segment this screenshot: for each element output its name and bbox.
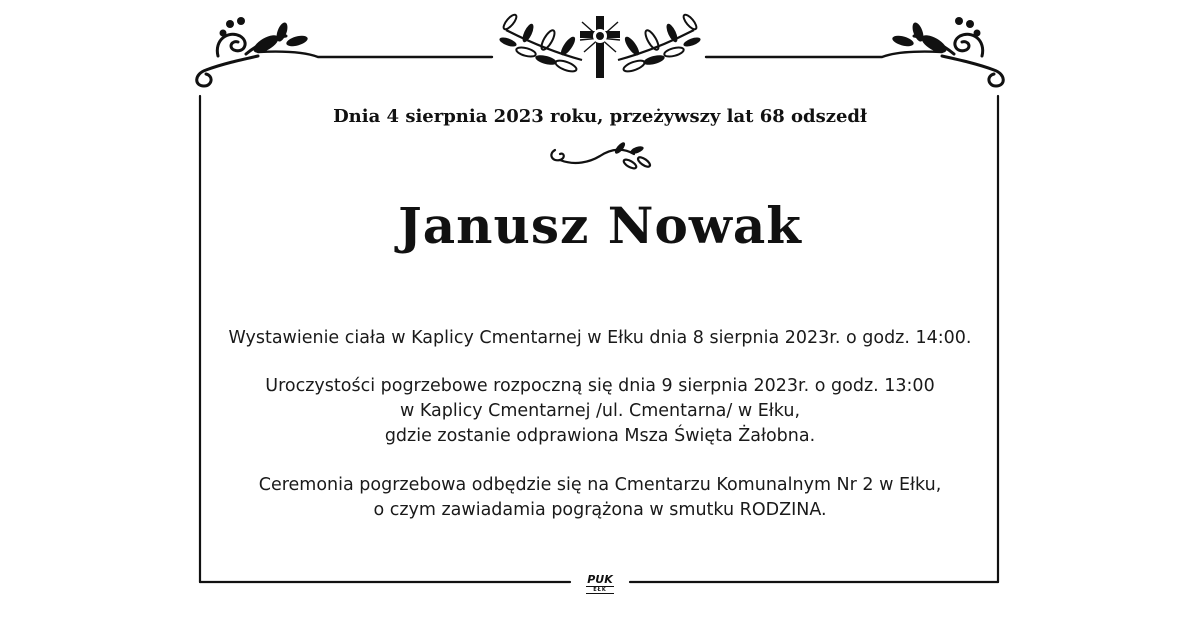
- viewing-info-line: Wystawienie ciała w Kaplicy Cmentarnej w Ełku dnia 8 sierpnia 2023r. o godz. 14:00.: [228, 328, 972, 348]
- logo-sub-text: EŁK: [586, 586, 614, 594]
- funeral-mass-line: w Kaplicy Cmentarnej /ul. Cmentarna/ w Ełku,: [399, 401, 801, 421]
- funeral-mass-line: gdzie zostanie odprawiona Msza Święta Żałobna.: [384, 426, 816, 446]
- laurel-left-icon: [498, 13, 582, 74]
- burial-info-line: o czym zawiadamia pogrążona w smutku RODZINA.: [373, 500, 827, 520]
- publisher-logo: [576, 574, 624, 594]
- funeral-mass-info: [200, 374, 1000, 449]
- death-announcement-line: Dnia 4 sierpnia 2023 roku, przeżywszy lat 68 odszedł: [333, 106, 867, 127]
- viewing-info: [200, 326, 1000, 351]
- funeral-mass-line: Uroczystości pogrzebowe rozpoczną się dnia 9 sierpnia 2023r. o godz. 13:00: [265, 376, 935, 396]
- deceased-name: Janusz Nowak: [398, 196, 802, 255]
- burial-info-line: Ceremonia pogrzebowa odbędzie się na Cmentarzu Komunalnym Nr 2 w Ełku,: [258, 475, 942, 495]
- cross-icon: [580, 16, 620, 78]
- laurel-right-icon: [618, 13, 702, 74]
- burial-info: [200, 473, 1000, 523]
- logo-main-text: PUK: [587, 573, 613, 586]
- vine-divider-icon: [551, 141, 651, 170]
